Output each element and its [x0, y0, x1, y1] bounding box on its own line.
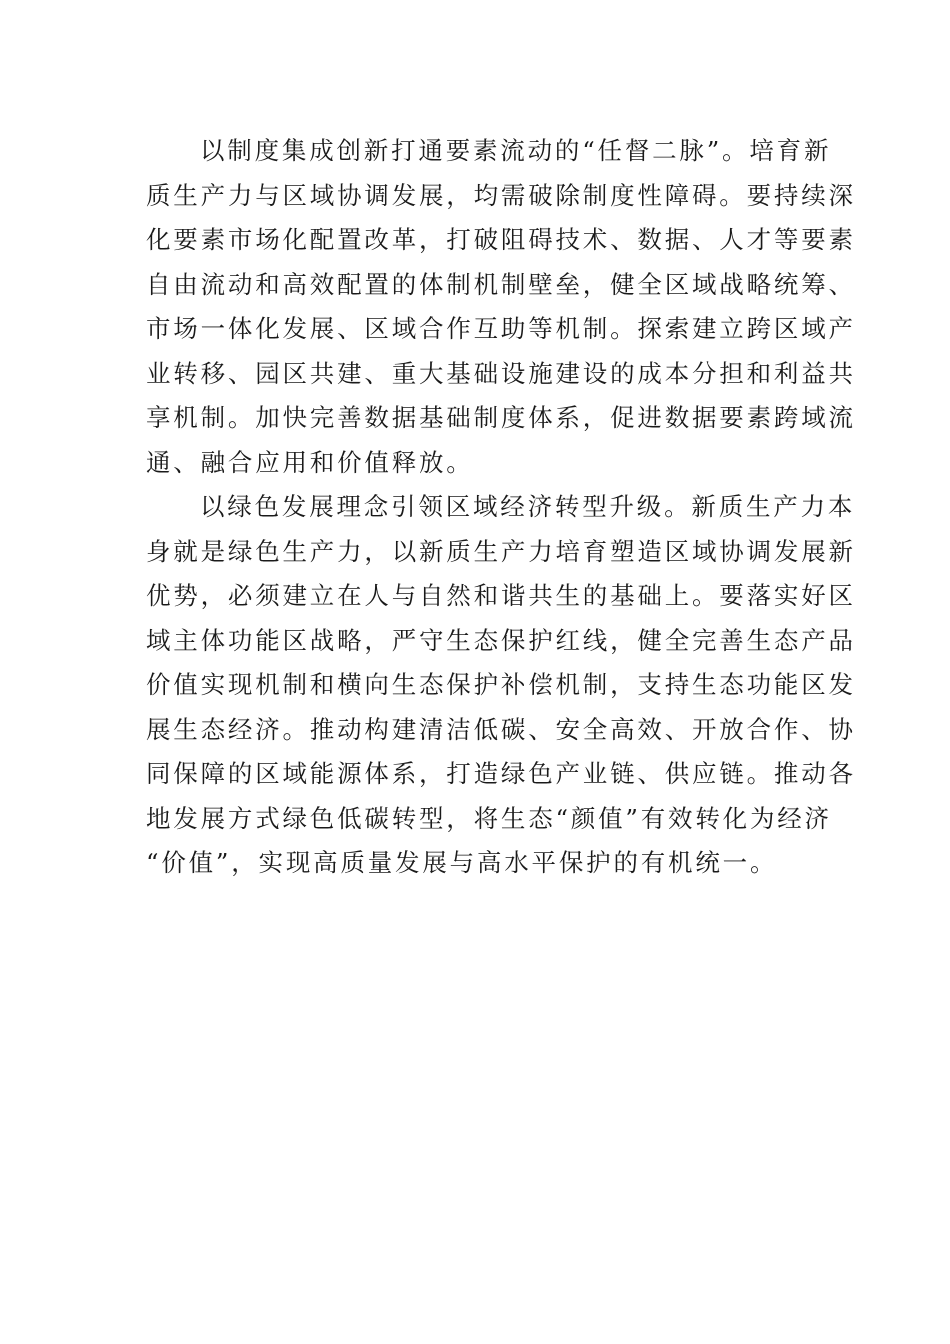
paragraph-line: 质生产力与区域协调发展，均需破除制度性障碍。要持续深 — [146, 180, 856, 210]
paragraph-line: 以制度集成创新打通要素流动的“任督二脉”。培育新 — [200, 136, 832, 165]
paragraph-line: 自由流动和高效配置的体制机制壁垒，健全区域战略统筹、 — [146, 269, 856, 299]
paragraph-line: 享机制。加快完善数据基础制度体系，促进数据要素跨域流 — [146, 403, 856, 432]
paragraph-line: 同保障的区域能源体系，打造绿色产业链、供应链。推动各 — [146, 759, 856, 788]
paragraph-line: 市场一体化发展、区域合作互助等机制。探索建立跨区域产 — [146, 314, 856, 343]
paragraph-line: 业转移、园区共建、重大基础设施建设的成本分担和利益共 — [146, 358, 856, 388]
paragraph-green-development — [146, 485, 856, 886]
paragraph-institutional-innovation — [146, 129, 856, 485]
paragraph-line: 以绿色发展理念引领区域经济转型升级。新质生产力本 — [200, 492, 856, 521]
document-body — [146, 129, 856, 886]
paragraph-line: 域主体功能区战略，严守生态保护红线，健全完善生态产品 — [146, 625, 856, 655]
paragraph-line: 展生态经济。推动构建清洁低碳、安全高效、开放合作、协 — [146, 714, 856, 744]
paragraph-line: 通、融合应用和价值释放。 — [146, 447, 474, 477]
paragraph-line: 化要素市场化配置改革，打破阻碍技术、数据、人才等要素 — [146, 225, 856, 254]
paragraph-line: “价值”，实现高质量发展与高水平保护的有机统一。 — [146, 848, 778, 877]
paragraph-line: 身就是绿色生产力，以新质生产力培育塑造区域协调发展新 — [146, 536, 856, 566]
paragraph-line: 优势，必须建立在人与自然和谐共生的基础上。要落实好区 — [146, 581, 856, 610]
paragraph-line: 价值实现机制和横向生态保护补偿机制，支持生态功能区发 — [146, 670, 856, 699]
paragraph-line: 地发展方式绿色低碳转型，将生态“颜值”有效转化为经济 — [146, 803, 832, 833]
